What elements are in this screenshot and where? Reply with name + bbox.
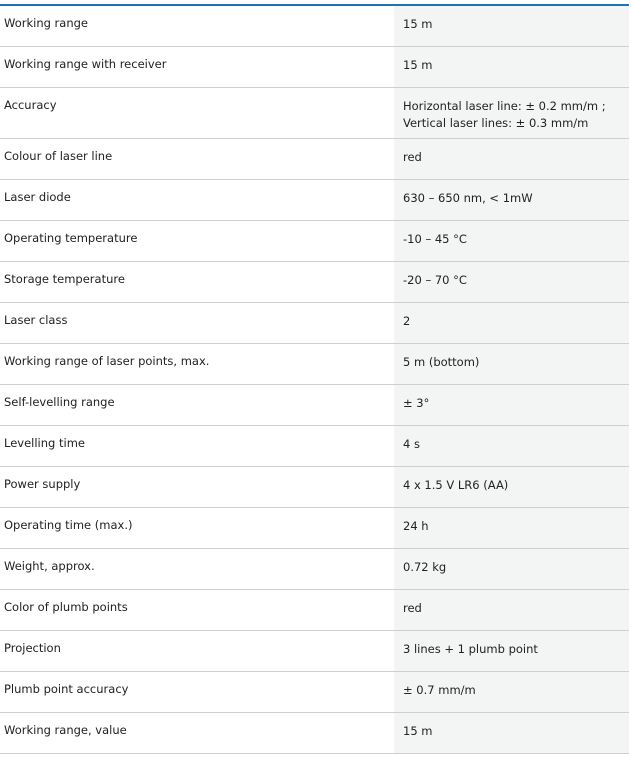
spec-value-text: -10 – 45 °C — [403, 232, 467, 246]
spec-value-text: 4 x 1.5 V LR6 (AA) — [403, 478, 509, 492]
table-row — [0, 139, 629, 180]
spec-value-text: 15 m — [403, 17, 433, 31]
spec-value-text: Vertical laser lines: ± 0.3 mm/m — [403, 116, 589, 130]
spec-value — [394, 713, 629, 753]
spec-label: Color of plumb points — [0, 590, 394, 630]
table-row — [0, 549, 629, 590]
spec-value-text: ± 0.7 mm/m — [403, 683, 476, 697]
table-row — [0, 385, 629, 426]
spec-value-text: ± 3° — [403, 396, 430, 410]
spec-value — [394, 549, 629, 589]
spec-label: Working range — [0, 6, 394, 46]
spec-label: Storage temperature — [0, 262, 394, 302]
spec-value-text: 630 – 650 nm, < 1mW — [403, 191, 533, 205]
spec-label: Working range, value — [0, 713, 394, 753]
spec-value — [394, 88, 629, 138]
table-row — [0, 6, 629, 47]
table-row — [0, 344, 629, 385]
table-row — [0, 303, 629, 344]
spec-label: Levelling time — [0, 426, 394, 466]
spec-label: Laser class — [0, 303, 394, 343]
spec-value — [394, 262, 629, 302]
spec-value-text: red — [403, 150, 422, 164]
spec-label: Operating temperature — [0, 221, 394, 261]
spec-value-text: red — [403, 601, 422, 615]
spec-label: Operating time (max.) — [0, 508, 394, 548]
spec-value-text: 24 h — [403, 519, 429, 533]
spec-value — [394, 467, 629, 507]
table-row — [0, 467, 629, 508]
spec-value-text: 15 m — [403, 58, 433, 72]
spec-value — [394, 426, 629, 466]
spec-value-text: 5 m (bottom) — [403, 355, 480, 369]
table-row — [0, 262, 629, 303]
table-row — [0, 180, 629, 221]
spec-label: Plumb point accuracy — [0, 672, 394, 712]
spec-label: Accuracy — [0, 88, 394, 138]
spec-value — [394, 47, 629, 87]
spec-value-text: 0.72 kg — [403, 560, 447, 574]
specifications-table — [0, 6, 629, 754]
spec-value — [394, 508, 629, 548]
table-row — [0, 221, 629, 262]
spec-label: Power supply — [0, 467, 394, 507]
spec-value-text: Horizontal laser line: ± 0.2 mm/m ; — [403, 99, 606, 113]
spec-value — [394, 180, 629, 220]
table-row — [0, 88, 629, 139]
spec-label: Working range with receiver — [0, 47, 394, 87]
spec-value-text: 3 lines + 1 plumb point — [403, 642, 538, 656]
spec-value — [394, 631, 629, 671]
table-row — [0, 508, 629, 549]
table-row — [0, 631, 629, 672]
spec-label: Laser diode — [0, 180, 394, 220]
spec-value-text: 15 m — [403, 724, 433, 738]
spec-value — [394, 221, 629, 261]
spec-label: Colour of laser line — [0, 139, 394, 179]
spec-value-text: 2 — [403, 314, 411, 328]
spec-value — [394, 139, 629, 179]
spec-value — [394, 385, 629, 425]
spec-label: Weight, approx. — [0, 549, 394, 589]
spec-value — [394, 344, 629, 384]
spec-value — [394, 590, 629, 630]
table-row — [0, 672, 629, 713]
spec-value-text: 4 s — [403, 437, 420, 451]
table-row — [0, 590, 629, 631]
spec-value-text: -20 – 70 °C — [403, 273, 467, 287]
table-row — [0, 426, 629, 467]
table-row — [0, 47, 629, 88]
spec-label: Self-levelling range — [0, 385, 394, 425]
spec-value — [394, 6, 629, 46]
spec-label: Projection — [0, 631, 394, 671]
spec-value — [394, 672, 629, 712]
spec-label: Working range of laser points, max. — [0, 344, 394, 384]
spec-value — [394, 303, 629, 343]
table-row — [0, 713, 629, 754]
